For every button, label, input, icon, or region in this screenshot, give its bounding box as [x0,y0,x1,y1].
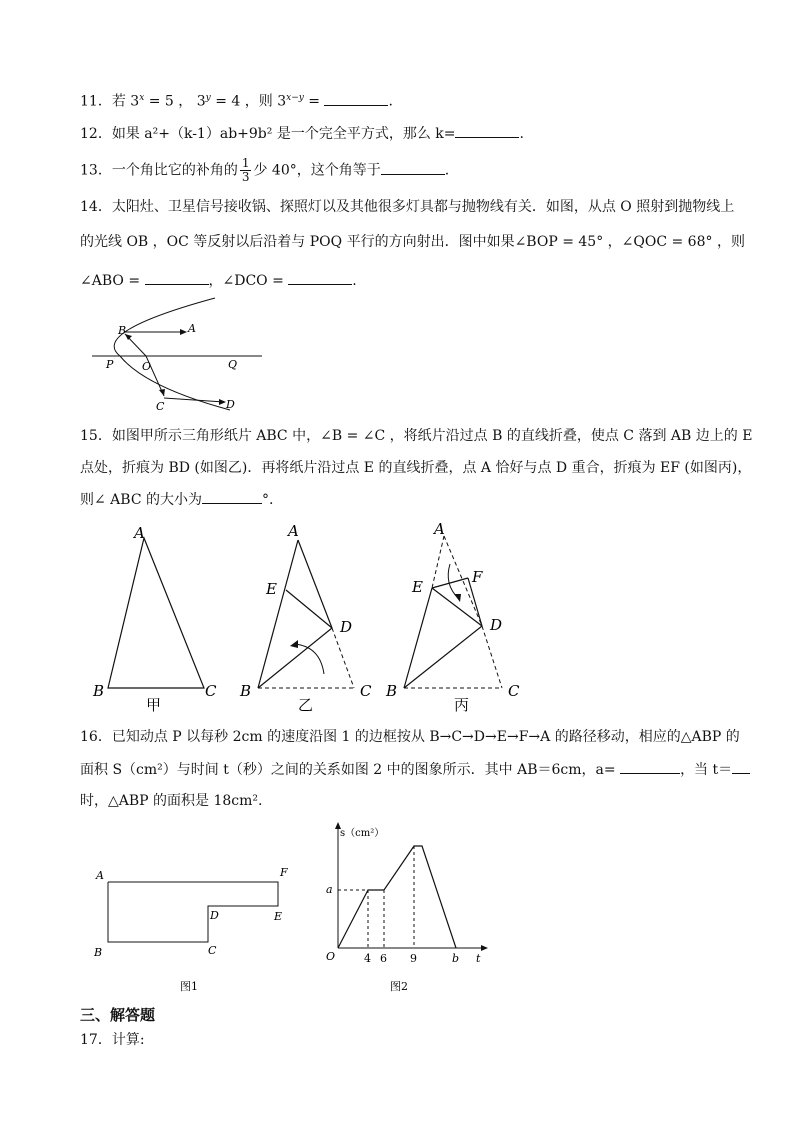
answer-blank [202,489,262,504]
label-c: C [360,682,372,700]
label-a: A [288,522,299,540]
label-a: A [434,520,445,538]
denominator: 3 [241,170,250,184]
triangle-figure-bing [382,518,532,718]
label-e: E [266,580,277,598]
area-time-graph [318,820,498,1000]
label-c: C [156,400,165,413]
label-c: C [205,682,217,700]
segment-bd [404,626,482,688]
label-a: a [326,883,333,896]
text: = 5 ， [144,93,193,110]
text: ，∠DCO = [208,273,284,289]
question-number: 11． [80,93,112,110]
triangle-abc [108,538,204,688]
fold-arrow [294,644,324,674]
text: = [303,93,321,110]
text: . [519,126,524,142]
base: 3 [130,93,140,110]
exponent: x−y [286,93,304,103]
text: °. [262,492,274,508]
answer-blank [732,759,750,774]
numerator: 1 [241,156,250,170]
label-origin: O [326,950,336,963]
dashed-dc [332,628,354,688]
tick-6: 6 [380,952,387,965]
question-number: 12． [80,126,112,142]
question-14-line1 [80,197,734,217]
question-11 [80,88,393,112]
arrow-head [219,399,226,405]
exponent: x [139,93,145,103]
arrow-head [290,640,298,648]
text: ∠ABO = [80,273,141,289]
fold-bd [258,628,332,688]
label-d: D [226,398,235,411]
label-o: O [142,360,152,373]
arrow-head [159,389,165,396]
question-16-line1 [80,727,740,747]
question-16-line3 [80,791,262,811]
label-b: B [94,946,103,959]
base: 3 [196,93,206,110]
question-number: 16． [80,729,112,745]
text: 如果 a²+（k-1）ab+9b² 是一个完全平方式，那么 k= [111,126,456,142]
text: 太阳灶、卫星信号接收锅、探照灯以及其他很多灯具都与抛物线有关．如图，从点 O 照射到抛物线上 [111,199,735,215]
path-figure-1 [88,862,308,1002]
answer-blank [324,91,388,106]
text: 少 40°，这个角等于 [253,162,381,179]
x-axis-label: t [476,952,481,965]
text: 已知动点 P 以每秒 2cm 的速度沿图 1 的边框按从 B→C→D→E→F→A 的路径移动，相应的△ABP 的 [111,729,740,745]
answer-blank [288,270,352,285]
question-12 [80,123,524,144]
arrow-head [180,329,187,335]
dashed-ae [432,536,444,588]
triangle-figure-yi [236,518,386,718]
section-heading: 三、解答题 [80,1006,156,1024]
text: = 4 ，则 [210,93,273,110]
label-p: P [106,358,114,371]
caption-fig2: 图2 [390,980,408,993]
label-d: D [340,618,353,636]
side-ab [258,540,298,688]
question-16-line2 [80,759,750,780]
y-axis-label: s（cm²） [340,828,385,839]
caption-yi: 乙 [298,696,314,714]
tick-9: 9 [410,952,417,965]
text: 时，△ABP 的面积是 18cm². [80,793,263,809]
tick-b: b [452,952,460,965]
parabola-figure [90,292,270,422]
dashed-dc [482,626,502,688]
label-a: A [134,524,145,542]
label-f: F [472,568,483,586]
label-d: D [490,616,503,634]
label-b: B [118,324,127,337]
label-b: B [386,682,398,700]
label-a: A [188,322,196,335]
exponent: y [205,93,211,103]
question-15-line3 [80,489,273,510]
label-f: F [280,866,288,879]
label-b: B [240,682,252,700]
label-q: Q [228,358,238,371]
question-14-line2 [80,232,745,252]
side-eb [404,588,432,688]
question-number: 13． [80,162,112,179]
triangle-figure-jia [88,518,228,718]
label-c: C [508,682,520,700]
question-number: 15． [80,428,112,444]
text: . [388,93,393,110]
question-15-line2 [80,458,751,478]
x-axis-arrow [481,945,488,951]
answer-blank [455,123,519,138]
text: 若 [111,93,126,110]
caption-fig1: 图1 [180,980,198,993]
label-d: D [210,909,219,922]
label-c: C [208,944,217,957]
text: 则∠ ABC 的大小为 [80,492,203,508]
text: 面积 S（cm²）与时间 t（秒）之间的关系如图 2 中的图象所示．其中 AB＝6cm，a= [80,762,616,778]
question-number: 14． [80,199,112,215]
question-15-line1 [80,426,752,446]
answer-blank [381,160,445,175]
label-b: B [93,682,105,700]
answer-blank [620,759,680,774]
question-14-line3 [80,270,357,291]
question-17: 17．计算: [80,1032,145,1048]
side-ad [298,540,332,628]
label-e: E [274,910,283,923]
text: 的光线 OB ，OC 等反射以后沿着与 POQ 平行的方向射出．图中如果∠BOP = 45° ，∠QOC = 68° ，则 [80,234,745,250]
graph-line [338,846,456,948]
question-13 [80,157,449,184]
base: 3 [277,93,287,110]
text: . [444,162,450,179]
caption-jia: 甲 [146,696,162,714]
text: 点处，折痕为 BD (如图乙)．再将纸片沿过点 E 的直线折叠，点 A 恰好与点 D 重合，折痕为 EF (如图丙)， [80,460,752,476]
fraction [240,157,252,184]
tick-4: 4 [364,952,371,965]
answer-blank [145,270,209,285]
text: 如图甲所示三角形纸片 ABC 中，∠B = ∠C ，将纸片沿过点 B 的直线折叠，使点 C 落到 AB 边上的 E [111,428,753,444]
text: . [352,273,357,289]
figure-outline [108,882,278,942]
label-e: E [412,578,423,596]
arrow-head [454,594,461,602]
label-a: A [96,869,104,882]
parabola-curve [114,298,230,410]
text: ，当 t＝ [680,762,733,778]
caption-bing: 丙 [454,696,470,714]
text: 一个角比它的补角的 [111,162,238,179]
